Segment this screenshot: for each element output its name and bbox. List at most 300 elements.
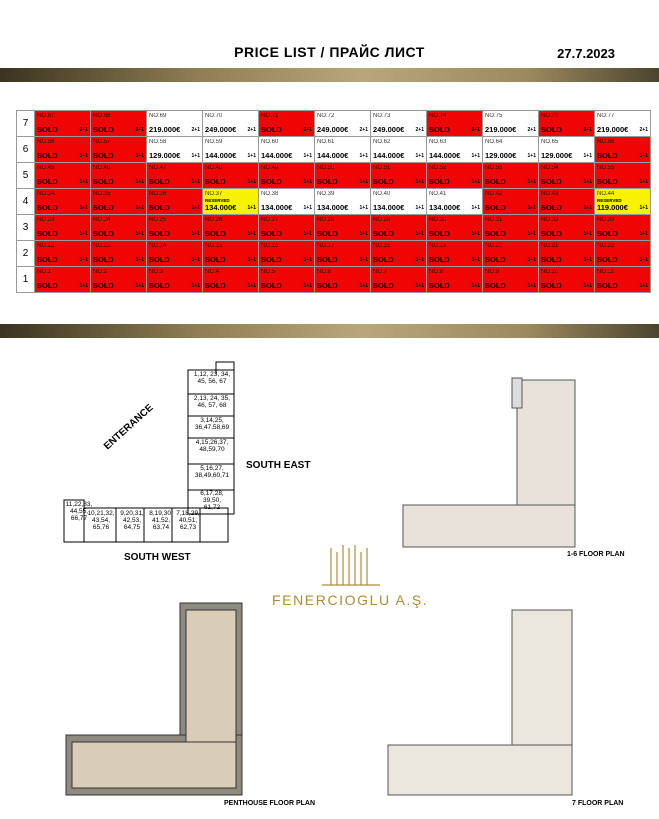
unit-type: 1+1 [471, 257, 480, 263]
unit-number: NO.6 [317, 269, 332, 275]
price-grid [16, 110, 651, 293]
unit-number: NO.35 [93, 191, 111, 197]
sold-label: SOLD [205, 228, 226, 238]
unit-number: NO.7 [373, 269, 388, 275]
unit-type: 2+1 [191, 127, 200, 133]
floor-row [17, 215, 651, 241]
unit-number: NO.44 [597, 191, 615, 197]
unit-type: 2+1 [583, 127, 592, 133]
sold-label: SOLD [317, 176, 338, 186]
unit-cell[interactable] [539, 111, 595, 137]
gold-divider-bottom [0, 324, 659, 338]
unit-cell[interactable] [427, 111, 483, 137]
sold-label: SOLD [597, 150, 618, 160]
unit-number: NO.15 [205, 243, 223, 249]
unit-type: 1+1 [583, 283, 592, 289]
unit-type: 1+1 [135, 179, 144, 185]
unit-cell[interactable] [595, 137, 651, 163]
sold-label: SOLD [429, 176, 450, 186]
unit-stack-line: 48,59,70 [199, 445, 225, 453]
unit-cell[interactable] [371, 137, 427, 163]
unit-type: 1+1 [79, 257, 88, 263]
unit-stack-line: 64,75 [123, 523, 141, 531]
unit-cell[interactable] [483, 267, 539, 293]
sold-label: SOLD [93, 150, 114, 160]
unit-cell[interactable] [315, 189, 371, 215]
unit-type: 1+1 [527, 231, 536, 237]
unit-cell[interactable] [427, 163, 483, 189]
unit-type: 1+1 [135, 283, 144, 289]
sold-label: SOLD [37, 228, 58, 238]
unit-number: NO.5 [261, 269, 276, 275]
unit-cell[interactable] [147, 189, 203, 215]
unit-cell[interactable] [371, 215, 427, 241]
unit-cell[interactable] [91, 163, 147, 189]
unit-cell[interactable] [371, 189, 427, 215]
unit-cell[interactable] [483, 189, 539, 215]
floor-number: 2 [17, 241, 35, 267]
unit-type: 1+1 [359, 257, 368, 263]
unit-type: 1+1 [639, 179, 648, 185]
unit-cell[interactable] [91, 241, 147, 267]
unit-number: NO.67 [37, 113, 55, 119]
unit-type: 1+1 [471, 231, 480, 237]
unit-stack-line: 41,52, [151, 516, 171, 524]
unit-cell[interactable] [315, 241, 371, 267]
unit-type: 1+1 [247, 153, 256, 159]
unit-number: NO.46 [93, 165, 111, 171]
unit-number: NO.37 [205, 191, 223, 197]
unit-type: 1+1 [135, 205, 144, 211]
unit-cell[interactable] [259, 137, 315, 163]
unit-price: 129.000€ [485, 150, 517, 160]
unit-type: 1+1 [583, 257, 592, 263]
unit-number: NO.76 [541, 113, 559, 119]
unit-stack-line: 1,12, 23, 34, [193, 371, 231, 378]
unit-cell[interactable] [203, 267, 259, 293]
unit-cell[interactable] [91, 267, 147, 293]
unit-stack-line: 39,50, [202, 496, 222, 504]
unit-stack-line: 42,53, [122, 516, 142, 524]
sold-label: SOLD [37, 254, 58, 264]
unit-type: 2+1 [247, 127, 256, 133]
unit-number: NO.52 [429, 165, 447, 171]
unit-number: NO.54 [541, 165, 559, 171]
unit-cell[interactable] [539, 267, 595, 293]
sold-label: SOLD [597, 254, 618, 264]
unit-number: NO.70 [205, 113, 223, 119]
sold-label: SOLD [541, 280, 562, 290]
unit-number: NO.56 [37, 139, 55, 145]
sold-label: SOLD [149, 280, 170, 290]
company-logo-icon [322, 545, 380, 585]
unit-stack-line: 8,19,30, [149, 510, 173, 517]
unit-cell[interactable] [427, 241, 483, 267]
unit-type: 1+1 [135, 231, 144, 237]
unit-stack-line: 3,14,25, [200, 417, 224, 424]
floor-row [17, 189, 651, 215]
unit-type: 1+1 [527, 283, 536, 289]
floor-row [17, 241, 651, 267]
unit-cell[interactable] [427, 267, 483, 293]
unit-number: NO.38 [261, 191, 279, 197]
unit-type: 1+1 [359, 179, 368, 185]
unit-number: NO.42 [485, 191, 503, 197]
sold-label: SOLD [485, 254, 506, 264]
unit-cell[interactable] [147, 137, 203, 163]
page-title: PRICE LIST / ПРАЙС ЛИСТ [234, 44, 425, 60]
unit-number: NO.41 [429, 191, 447, 197]
unit-number: NO.20 [485, 243, 503, 249]
unit-stack-line: 11,22,33, [65, 501, 93, 508]
unit-type: 1+1 [527, 205, 536, 211]
unit-cell[interactable] [539, 241, 595, 267]
unit-cell[interactable] [203, 215, 259, 241]
unit-price: 219.000€ [597, 124, 629, 134]
sold-label: SOLD [93, 124, 114, 134]
unit-stack-label [86, 511, 116, 531]
sold-label: SOLD [205, 254, 226, 264]
unit-type: 2+1 [303, 127, 312, 133]
sold-label: SOLD [597, 280, 618, 290]
unit-number: NO.10 [541, 269, 559, 275]
floor-row [17, 137, 651, 163]
unit-number: NO.11 [597, 269, 614, 275]
sold-label: SOLD [149, 228, 170, 238]
unit-type: 1+1 [583, 153, 592, 159]
sold-label: SOLD [205, 176, 226, 186]
unit-price: 249.000€ [317, 124, 349, 134]
unit-number: NO.30 [429, 217, 447, 223]
unit-cell[interactable] [203, 189, 259, 215]
unit-price: 129.000€ [149, 150, 181, 160]
unit-number: NO.61 [317, 139, 335, 145]
sold-label: SOLD [261, 176, 282, 186]
unit-type: 2+1 [135, 127, 144, 133]
unit-cell[interactable] [147, 267, 203, 293]
unit-number: NO.45 [37, 165, 55, 171]
unit-cell[interactable] [315, 267, 371, 293]
price-date: 27.7.2023 [557, 46, 615, 61]
unit-cell[interactable] [259, 241, 315, 267]
unit-price: 144.000€ [429, 150, 461, 160]
unit-type: 1+1 [247, 283, 256, 289]
unit-type: 1+1 [247, 179, 256, 185]
unit-number: NO.73 [373, 113, 391, 119]
unit-stack-line: 62,73 [179, 523, 197, 531]
unit-cell[interactable] [539, 137, 595, 163]
floor-number: 5 [17, 163, 35, 189]
unit-cell[interactable] [371, 267, 427, 293]
sold-label: SOLD [37, 124, 58, 134]
unit-type: 1+1 [247, 257, 256, 263]
floor-row [17, 163, 651, 189]
floor-plan-1-6-label: 1-6 FLOOR PLAN [567, 551, 625, 558]
sold-label: SOLD [541, 124, 562, 134]
sold-label: SOLD [429, 280, 450, 290]
unit-price: 144.000€ [205, 150, 237, 160]
unit-number: NO.57 [93, 139, 111, 145]
unit-cell[interactable] [595, 189, 651, 215]
unit-cell[interactable] [595, 241, 651, 267]
unit-cell[interactable] [35, 267, 91, 293]
unit-price: 134.000€ [261, 202, 293, 212]
sold-label: SOLD [261, 254, 282, 264]
unit-stack-label [190, 372, 234, 386]
unit-type: 1+1 [79, 179, 88, 185]
unit-number: NO.71 [261, 113, 279, 119]
unit-cell[interactable] [91, 215, 147, 241]
floor-row [17, 111, 651, 137]
unit-type: 2+1 [79, 127, 88, 133]
unit-type: 1+1 [471, 283, 480, 289]
sold-label: SOLD [149, 202, 170, 212]
south-east-label: SOUTH EAST [246, 460, 311, 471]
unit-stack-label [190, 396, 234, 410]
sold-label: SOLD [373, 254, 394, 264]
unit-cell[interactable] [483, 137, 539, 163]
unit-number: NO.63 [429, 139, 447, 145]
sold-label: SOLD [373, 176, 394, 186]
unit-type: 1+1 [247, 231, 256, 237]
unit-stack-line: 5,16,27, [200, 465, 224, 472]
unit-type: 1+1 [639, 205, 648, 211]
sold-label: SOLD [261, 228, 282, 238]
unit-type: 1+1 [359, 283, 368, 289]
unit-stack-line: 44,55, [69, 507, 89, 515]
unit-cell[interactable] [203, 111, 259, 137]
sold-label: SOLD [373, 228, 394, 238]
unit-number: NO.49 [261, 165, 279, 171]
unit-cell[interactable] [35, 215, 91, 241]
unit-cell[interactable] [427, 137, 483, 163]
unit-cell[interactable] [483, 163, 539, 189]
unit-cell[interactable] [427, 215, 483, 241]
unit-type: 1+1 [415, 231, 424, 237]
unit-type: 1+1 [79, 153, 88, 159]
unit-type: 2+1 [471, 127, 480, 133]
unit-number: NO.27 [261, 217, 279, 223]
unit-stack-line: 65,76 [92, 523, 110, 531]
sold-label: SOLD [317, 280, 338, 290]
unit-cell[interactable] [539, 163, 595, 189]
company-name: FENERCIOGLU A.Ş. [272, 592, 429, 608]
unit-number: NO.40 [373, 191, 391, 197]
unit-price: 219.000€ [149, 124, 181, 134]
sold-label: SOLD [93, 228, 114, 238]
unit-cell[interactable] [259, 189, 315, 215]
sold-label: SOLD [317, 254, 338, 264]
unit-stack-line: 63,74 [152, 523, 170, 531]
unit-cell[interactable] [539, 189, 595, 215]
unit-number: NO.32 [541, 217, 559, 223]
unit-cell[interactable] [595, 215, 651, 241]
unit-cell[interactable] [371, 111, 427, 137]
sold-label: SOLD [541, 228, 562, 238]
sold-label: SOLD [37, 176, 58, 186]
unit-cell[interactable] [483, 215, 539, 241]
reserved-label: RESERVED [205, 198, 230, 203]
unit-stack-label [190, 418, 234, 432]
unit-number: NO.62 [373, 139, 391, 145]
unit-number: NO.34 [37, 191, 55, 197]
unit-cell[interactable] [35, 137, 91, 163]
unit-number: NO.21 [541, 243, 559, 249]
sold-label: SOLD [205, 280, 226, 290]
unit-number: NO.51 [373, 165, 391, 171]
unit-number: NO.33 [597, 217, 615, 223]
unit-number: NO.65 [541, 139, 559, 145]
unit-cell[interactable] [147, 215, 203, 241]
unit-number: NO.28 [317, 217, 335, 223]
unit-type: 1+1 [639, 257, 648, 263]
floor-plan-1-6-drawing [403, 378, 575, 547]
unit-cell[interactable] [595, 267, 651, 293]
unit-cell[interactable] [259, 163, 315, 189]
unit-cell[interactable] [427, 189, 483, 215]
unit-number: NO.59 [205, 139, 223, 145]
unit-type: 1+1 [639, 153, 648, 159]
unit-type: 2+1 [359, 127, 368, 133]
unit-cell[interactable] [371, 163, 427, 189]
sold-label: SOLD [37, 202, 58, 212]
floor-plan-7-drawing [388, 610, 572, 795]
floor-number: 6 [17, 137, 35, 163]
unit-cell[interactable] [203, 163, 259, 189]
unit-type: 2+1 [639, 127, 648, 133]
unit-number: NO.19 [429, 243, 447, 249]
unit-type: 1+1 [471, 205, 480, 211]
sold-label: SOLD [317, 228, 338, 238]
unit-number: NO.36 [149, 191, 167, 197]
sold-label: SOLD [541, 176, 562, 186]
unit-cell[interactable] [203, 137, 259, 163]
unit-cell[interactable] [539, 215, 595, 241]
unit-type: 1+1 [415, 257, 424, 263]
unit-cell[interactable] [203, 241, 259, 267]
floor-number: 1 [17, 267, 35, 293]
unit-cell[interactable] [91, 111, 147, 137]
unit-cell[interactable] [315, 111, 371, 137]
sold-label: SOLD [485, 176, 506, 186]
unit-number: NO.43 [541, 191, 559, 197]
unit-cell[interactable] [147, 111, 203, 137]
unit-type: 2+1 [415, 127, 424, 133]
unit-type: 1+1 [303, 179, 312, 185]
unit-number: NO.66 [597, 139, 615, 145]
floor-plan-7-label: 7 FLOOR PLAN [572, 800, 624, 807]
unit-number: NO.23 [37, 217, 55, 223]
unit-type: 1+1 [583, 205, 592, 211]
unit-type: 1+1 [303, 257, 312, 263]
unit-price: 129.000€ [541, 150, 573, 160]
unit-stack-line: 45, 56, 67 [197, 377, 227, 385]
unit-type: 1+1 [583, 231, 592, 237]
unit-cell[interactable] [35, 189, 91, 215]
unit-cell[interactable] [371, 241, 427, 267]
unit-cell[interactable] [91, 189, 147, 215]
unit-type: 1+1 [359, 205, 368, 211]
unit-type: 1+1 [191, 231, 200, 237]
unit-stack-line: 2,13, 24, 35, [193, 395, 231, 402]
unit-number: NO.25 [149, 217, 167, 223]
sold-label: SOLD [485, 202, 506, 212]
unit-cell[interactable] [147, 241, 203, 267]
unit-stack-line: 46, 57, 68 [197, 401, 227, 409]
unit-price: 134.000€ [373, 202, 405, 212]
unit-stack-label [190, 466, 234, 480]
unit-cell[interactable] [35, 111, 91, 137]
unit-stack-line: 40,51, [178, 516, 198, 524]
unit-type: 1+1 [135, 257, 144, 263]
sold-label: SOLD [373, 280, 394, 290]
unit-stack-line: 7,18,29, [176, 510, 200, 517]
unit-cell[interactable] [147, 163, 203, 189]
unit-price: 144.000€ [317, 150, 349, 160]
unit-type: 1+1 [79, 283, 88, 289]
unit-cell[interactable] [35, 163, 91, 189]
unit-number: NO.58 [149, 139, 167, 145]
unit-price: 249.000€ [373, 124, 405, 134]
unit-price: 144.000€ [373, 150, 405, 160]
unit-type: 1+1 [639, 231, 648, 237]
unit-number: NO.9 [485, 269, 500, 275]
unit-number: NO.31 [485, 217, 503, 223]
unit-type: 1+1 [79, 205, 88, 211]
unit-cell[interactable] [595, 111, 651, 137]
unit-type: 1+1 [303, 153, 312, 159]
unit-type: 1+1 [415, 283, 424, 289]
stack-box [200, 508, 228, 542]
unit-stack-label [190, 491, 234, 511]
unit-number: NO.75 [485, 113, 503, 119]
unit-number: NO.48 [205, 165, 223, 171]
unit-stack-label [190, 440, 234, 454]
unit-number: NO.18 [373, 243, 391, 249]
unit-stack-line: 6,17,28, [200, 490, 224, 497]
unit-stack-line: 4,15,26,37, [195, 439, 229, 446]
penthouse-plan-drawing [66, 603, 242, 795]
unit-type: 1+1 [191, 257, 200, 263]
unit-cell[interactable] [315, 137, 371, 163]
unit-cell[interactable] [259, 111, 315, 137]
floor-number: 7 [17, 111, 35, 137]
unit-cell[interactable] [315, 215, 371, 241]
unit-cell[interactable] [483, 111, 539, 137]
unit-type: 1+1 [191, 205, 200, 211]
unit-cell[interactable] [91, 137, 147, 163]
sold-label: SOLD [541, 202, 562, 212]
entrance-label: ENTERANCE [102, 402, 156, 453]
unit-number: NO.60 [261, 139, 279, 145]
unit-number: NO.12 [37, 243, 55, 249]
unit-cell[interactable] [259, 215, 315, 241]
unit-number: NO.4 [205, 269, 220, 275]
unit-number: NO.22 [597, 243, 615, 249]
unit-cell[interactable] [315, 163, 371, 189]
sold-label: SOLD [429, 254, 450, 264]
unit-cell[interactable] [259, 267, 315, 293]
unit-cell[interactable] [595, 163, 651, 189]
sold-label: SOLD [429, 124, 450, 134]
unit-number: NO.39 [317, 191, 335, 197]
unit-cell[interactable] [483, 241, 539, 267]
unit-type: 1+1 [135, 153, 144, 159]
unit-price: 144.000€ [261, 150, 293, 160]
unit-cell[interactable] [35, 241, 91, 267]
unit-stack-line: 61,72 [203, 503, 221, 511]
unit-number: NO.53 [485, 165, 503, 171]
